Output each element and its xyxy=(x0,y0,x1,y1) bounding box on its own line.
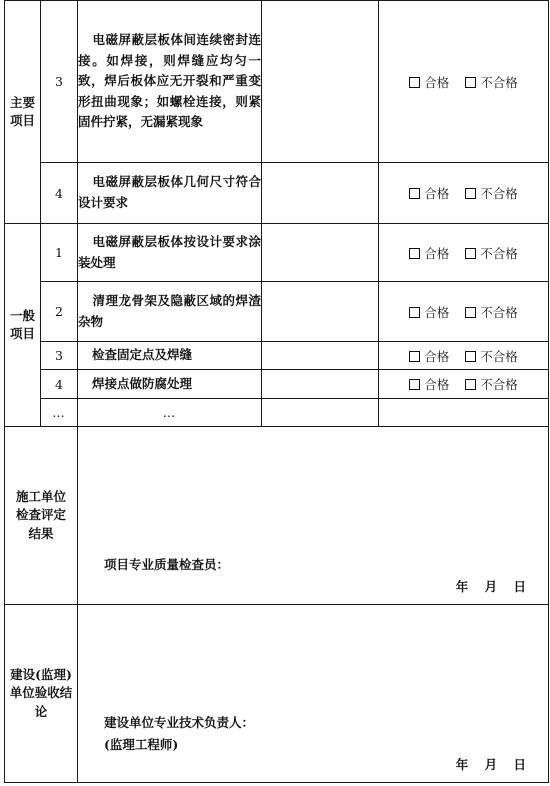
item-content: 电磁屏蔽层板体按设计要求涂装处理 xyxy=(78,224,262,282)
item-content: 电磁屏蔽层板体几何尺寸符合设计要求 xyxy=(78,163,262,224)
checkbox-icon[interactable] xyxy=(409,351,420,362)
result-cell xyxy=(379,370,549,399)
result-cell xyxy=(379,163,549,224)
general-item-row xyxy=(5,342,549,370)
item-detail-cell xyxy=(262,342,379,370)
supervising-engineer-label: (监理工程师) xyxy=(104,737,179,752)
supervision-sign-cell xyxy=(78,605,549,783)
fail-option[interactable]: 不合格 xyxy=(465,244,518,262)
general-items-category: 一般 项目 xyxy=(5,224,41,427)
result-cell xyxy=(379,399,549,427)
pass-option[interactable]: 合格 xyxy=(409,244,449,262)
construction-evaluation-row xyxy=(5,427,549,605)
item-detail-cell xyxy=(262,282,379,342)
pass-option[interactable]: 合格 xyxy=(409,303,449,321)
item-number: 1 xyxy=(41,224,78,282)
item-content: 电磁屏蔽层板体间连续密封连接。如焊接，则焊缝应均匀一致，焊后板体应无开裂和严重变形扭曲现象；如螺栓连接，则紧固件拧紧，无漏紧现象 xyxy=(78,1,262,163)
general-item-row xyxy=(5,370,549,399)
item-number: 3 xyxy=(41,1,78,163)
fail-option[interactable]: 不合格 xyxy=(465,375,518,393)
item-number: 2 xyxy=(41,282,78,342)
checkbox-icon[interactable] xyxy=(409,188,420,199)
construction-unit-label: 施工单位检查评定结果 xyxy=(5,427,78,605)
checkbox-icon[interactable] xyxy=(409,379,420,390)
checkbox-icon[interactable] xyxy=(409,307,420,318)
fail-option[interactable]: 不合格 xyxy=(465,303,518,321)
construction-sign-cell xyxy=(78,427,549,605)
pass-option[interactable]: 合格 xyxy=(409,375,449,393)
technical-responsible-label: 建设单位专业技术负责人： xyxy=(104,715,255,730)
item-number: 3 xyxy=(41,342,78,370)
item-number: … xyxy=(41,399,78,427)
acceptance-form-table xyxy=(4,0,549,783)
supervision-date: 年 月 日 xyxy=(455,757,526,772)
fail-option[interactable]: 不合格 xyxy=(465,73,518,91)
item-detail-cell xyxy=(262,1,379,163)
item-number: 4 xyxy=(41,370,78,399)
checkbox-icon[interactable] xyxy=(465,351,476,362)
item-detail-cell xyxy=(262,370,379,399)
item-detail-cell xyxy=(262,399,379,427)
item-content: 清理龙骨架及隐蔽区域的焊渣杂物 xyxy=(78,282,262,342)
item-content: … xyxy=(78,399,262,427)
quality-inspector-label: 项目专业质量检查员： xyxy=(104,557,230,572)
pass-option[interactable]: 合格 xyxy=(409,73,449,91)
checkbox-icon[interactable] xyxy=(465,188,476,199)
main-item-row xyxy=(5,163,549,224)
item-content: 焊接点做防腐处理 xyxy=(78,370,262,399)
result-cell xyxy=(379,224,549,282)
supervision-acceptance-row xyxy=(5,605,549,783)
supervision-unit-label: 建设(监理)单位验收结论 xyxy=(5,605,78,783)
main-item-row xyxy=(5,1,549,163)
item-detail-cell xyxy=(262,224,379,282)
item-detail-cell xyxy=(262,163,379,224)
checkbox-icon[interactable] xyxy=(465,307,476,318)
checkbox-icon[interactable] xyxy=(409,248,420,259)
general-item-row xyxy=(5,224,549,282)
result-cell xyxy=(379,1,549,163)
fail-option[interactable]: 不合格 xyxy=(465,184,518,202)
main-items-category: 主要 项目 xyxy=(5,1,41,224)
result-cell xyxy=(379,342,549,370)
item-number: 4 xyxy=(41,163,78,224)
pass-option[interactable]: 合格 xyxy=(409,184,449,202)
item-content: 检查固定点及焊缝 xyxy=(78,342,262,370)
general-item-row xyxy=(5,282,549,342)
checkbox-icon[interactable] xyxy=(465,77,476,88)
checkbox-icon[interactable] xyxy=(465,379,476,390)
pass-option[interactable]: 合格 xyxy=(409,347,449,365)
result-cell xyxy=(379,282,549,342)
construction-date: 年 月 日 xyxy=(455,579,526,594)
checkbox-icon[interactable] xyxy=(409,77,420,88)
checkbox-icon[interactable] xyxy=(465,248,476,259)
general-item-row-ellipsis xyxy=(5,399,549,427)
fail-option[interactable]: 不合格 xyxy=(465,347,518,365)
